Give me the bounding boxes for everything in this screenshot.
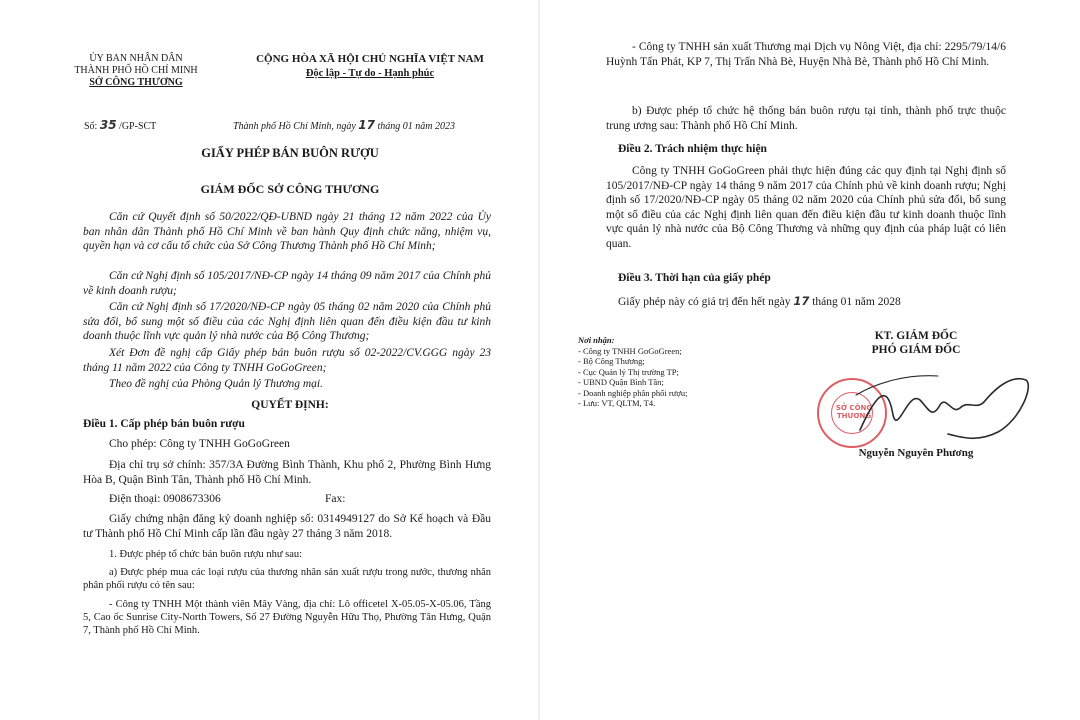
- document-date: [233, 118, 455, 132]
- validity-day-handwritten: 17: [793, 294, 810, 308]
- legal-basis-2: Căn cứ Nghị định số 105/2017/NĐ-CP ngày 14 tháng 09 năm 2017 của Chính phủ về kinh doanh rượu;: [83, 270, 491, 297]
- nation-title: CỘNG HÒA XÃ HỘI CHỦ NGHĨA VIỆT NAM: [256, 53, 484, 65]
- clause-1b: b) Được phép tổ chức hệ thống bán buôn rượu tại tỉnh, thành phố trực thuộc trung ương sau: Thành phố Hồ Chí Minh.: [606, 105, 1006, 132]
- signatory-title: [826, 330, 1006, 357]
- nation-motto: Độc lập - Tự do - Hạnh phúc: [305, 67, 435, 79]
- agency-line-1: ỦY BAN NHÂN DÂN: [89, 53, 183, 64]
- supplier-1: - Công ty TNHH Một thành viên Mây Vàng, địa chỉ: Lô officetel X-05.05-X-05.06, Tầng 5, Cao ốc Sunrise City-North Towers, Số 27 Đường Nguyễn Hữu Thọ, Phường Tân Hưng, Quận 7, Thành phố Hồ Chí Minh.: [83, 599, 491, 636]
- document-number: [84, 118, 156, 132]
- legal-basis-1: Căn cứ Quyết định số 50/2022/QĐ-UBND ngày 21 tháng 12 năm 2022 của Ủy ban nhân dân Thành phố Hồ Chí Minh về ban hành Quy định chức năng, nhiệm vụ, quyền hạn và cơ cấu tổ chức của Sở Công Thương Thành phố Hồ Chí Minh;: [83, 211, 491, 252]
- signatory-line-2: PHÓ GIÁM ĐỐC: [871, 343, 961, 356]
- validity-suffix: tháng 01 năm 2028: [812, 296, 901, 308]
- recipients-heading: Nơi nhận:: [578, 335, 615, 345]
- document-title: GIẤY PHÉP BÁN BUÔN RƯỢU: [201, 146, 379, 160]
- date-day-handwritten: 17: [358, 118, 375, 132]
- legal-basis-5: Theo đề nghị của Phòng Quản lý Thương mại.: [109, 378, 323, 390]
- seal-text: SỞ CÔNG THƯƠNG: [835, 404, 873, 420]
- signer-name: Nguyễn Nguyên Phương: [858, 447, 974, 459]
- fax-number: Fax:: [325, 493, 346, 505]
- clause-1: 1. Được phép tổ chức bán buôn rượu như sau:: [109, 549, 303, 560]
- phone-number: Điện thoại: 0908673306: [109, 493, 221, 505]
- legal-basis-4: Xét Đơn đề nghị cấp Giấy phép bán buôn rượu số 02-2022/CV.GGG ngày 23 tháng 11 năm 2022 của Công ty TNHH GoGoGreen;: [83, 347, 491, 374]
- number-handwritten: 35: [99, 118, 117, 132]
- validity-prefix: Giấy phép này có giá trị đến hết ngày: [618, 296, 791, 308]
- agency-line-3: SỞ CÔNG THƯƠNG: [89, 77, 183, 88]
- article-1-heading: Điều 1. Cấp phép bán buôn rượu: [83, 418, 245, 430]
- recipient-item: - Bộ Công Thương;: [578, 356, 645, 366]
- signature-stroke: [860, 379, 1028, 439]
- recipient-item: - Công ty TNHH GoGoGreen;: [578, 345, 682, 356]
- number-suffix: /GP-SCT: [119, 121, 157, 132]
- date-prefix: Thành phố Hồ Chí Minh, ngày: [233, 121, 356, 132]
- permit-holder: Cho phép: Công ty TNHH GoGoGreen: [109, 438, 290, 450]
- recipient-item: - Cục Quản lý Thị trường TP;: [578, 366, 679, 377]
- document-page-left: [0, 0, 538, 720]
- supplier-2: - Công ty TNHH sản xuất Thương mại Dịch vụ Nông Việt, địa chỉ: 2295/79/14/6 Huỳnh Tấn Phát, KP 7, Thị Trấn Nhà Bè, Huyện Nhà Bè, Thành phố Hồ Chí Minh.: [606, 41, 1006, 68]
- issuing-agency-header: [72, 53, 200, 89]
- article-2-heading: Điều 2. Trách nhiệm thực hiện: [618, 143, 767, 155]
- handwritten-signature: [848, 360, 1038, 450]
- head-office-address: Địa chỉ trụ sở chính: 357/3A Đường Bình Thành, Khu phố 2, Phường Bình Hưng Hòa B, Quận Bình Tân, Thành phố Hồ Chí Minh.: [83, 459, 491, 486]
- signatory-line-1: KT. GIÁM ĐỐC: [874, 330, 958, 342]
- agency-line-2: THÀNH PHỐ HỒ CHÍ MINH: [74, 65, 198, 76]
- validity-statement: [618, 294, 901, 310]
- decision-heading: QUYẾT ĐỊNH:: [251, 399, 329, 411]
- legal-basis-3: Căn cứ Nghị định số 17/2020/NĐ-CP ngày 05 tháng 02 năm 2020 của Chính phủ sửa đổi, bổ sung một số điều của các Nghị định liên quan đến điều kiện đầu tư kinh doanh thuộc lĩnh vực quản lý nhà nước của Bộ Công Thương;: [83, 301, 491, 342]
- national-header: [240, 53, 500, 80]
- article-2-text: Công ty TNHH GoGoGreen phải thực hiện đúng các quy định tại Nghị định số 105/2017/NĐ-CP ngày 14 tháng 9 năm 2017 của Chính phủ về kinh doanh rượu; Nghị định số 17/2020/NĐ-CP ngày 05 tháng 02 năm 2020 của Chính phủ sửa đổi, bổ sung một số điều của các Nghị định liên quan đến điều kiện đầu tư kinh doanh thuộc lĩnh vực quản lý nhà nước của Bộ Công Thương và những quy định của pháp luật có liên quan.: [606, 165, 1006, 250]
- business-registration: Giấy chứng nhận đăng ký doanh nghiệp số: 0314949127 do Sở Kế hoạch và Đầu tư Thành phố Hồ Chí Minh cấp lần đầu ngày 27 tháng 3 năm 2018.: [83, 513, 491, 540]
- date-suffix: tháng 01 năm 2023: [377, 121, 455, 132]
- article-3-heading: Điều 3. Thời hạn của giấy phép: [618, 272, 771, 284]
- recipient-item: - Doanh nghiệp phân phối rượu;: [578, 387, 688, 398]
- recipient-item: - UBND Quận Bình Tân;: [578, 377, 664, 387]
- signature-flourish: [856, 376, 938, 395]
- number-prefix: Số:: [84, 121, 98, 132]
- issuing-authority: GIÁM ĐỐC SỞ CÔNG THƯƠNG: [200, 182, 380, 196]
- recipient-item: - Lưu: VT, QLTM, T4.: [578, 398, 656, 408]
- recipients-list: [578, 335, 778, 409]
- clause-1a: a) Được phép mua các loại rượu của thương nhân sản xuất rượu trong nước, thương nhân phân phối rượu có tên sau:: [83, 567, 491, 591]
